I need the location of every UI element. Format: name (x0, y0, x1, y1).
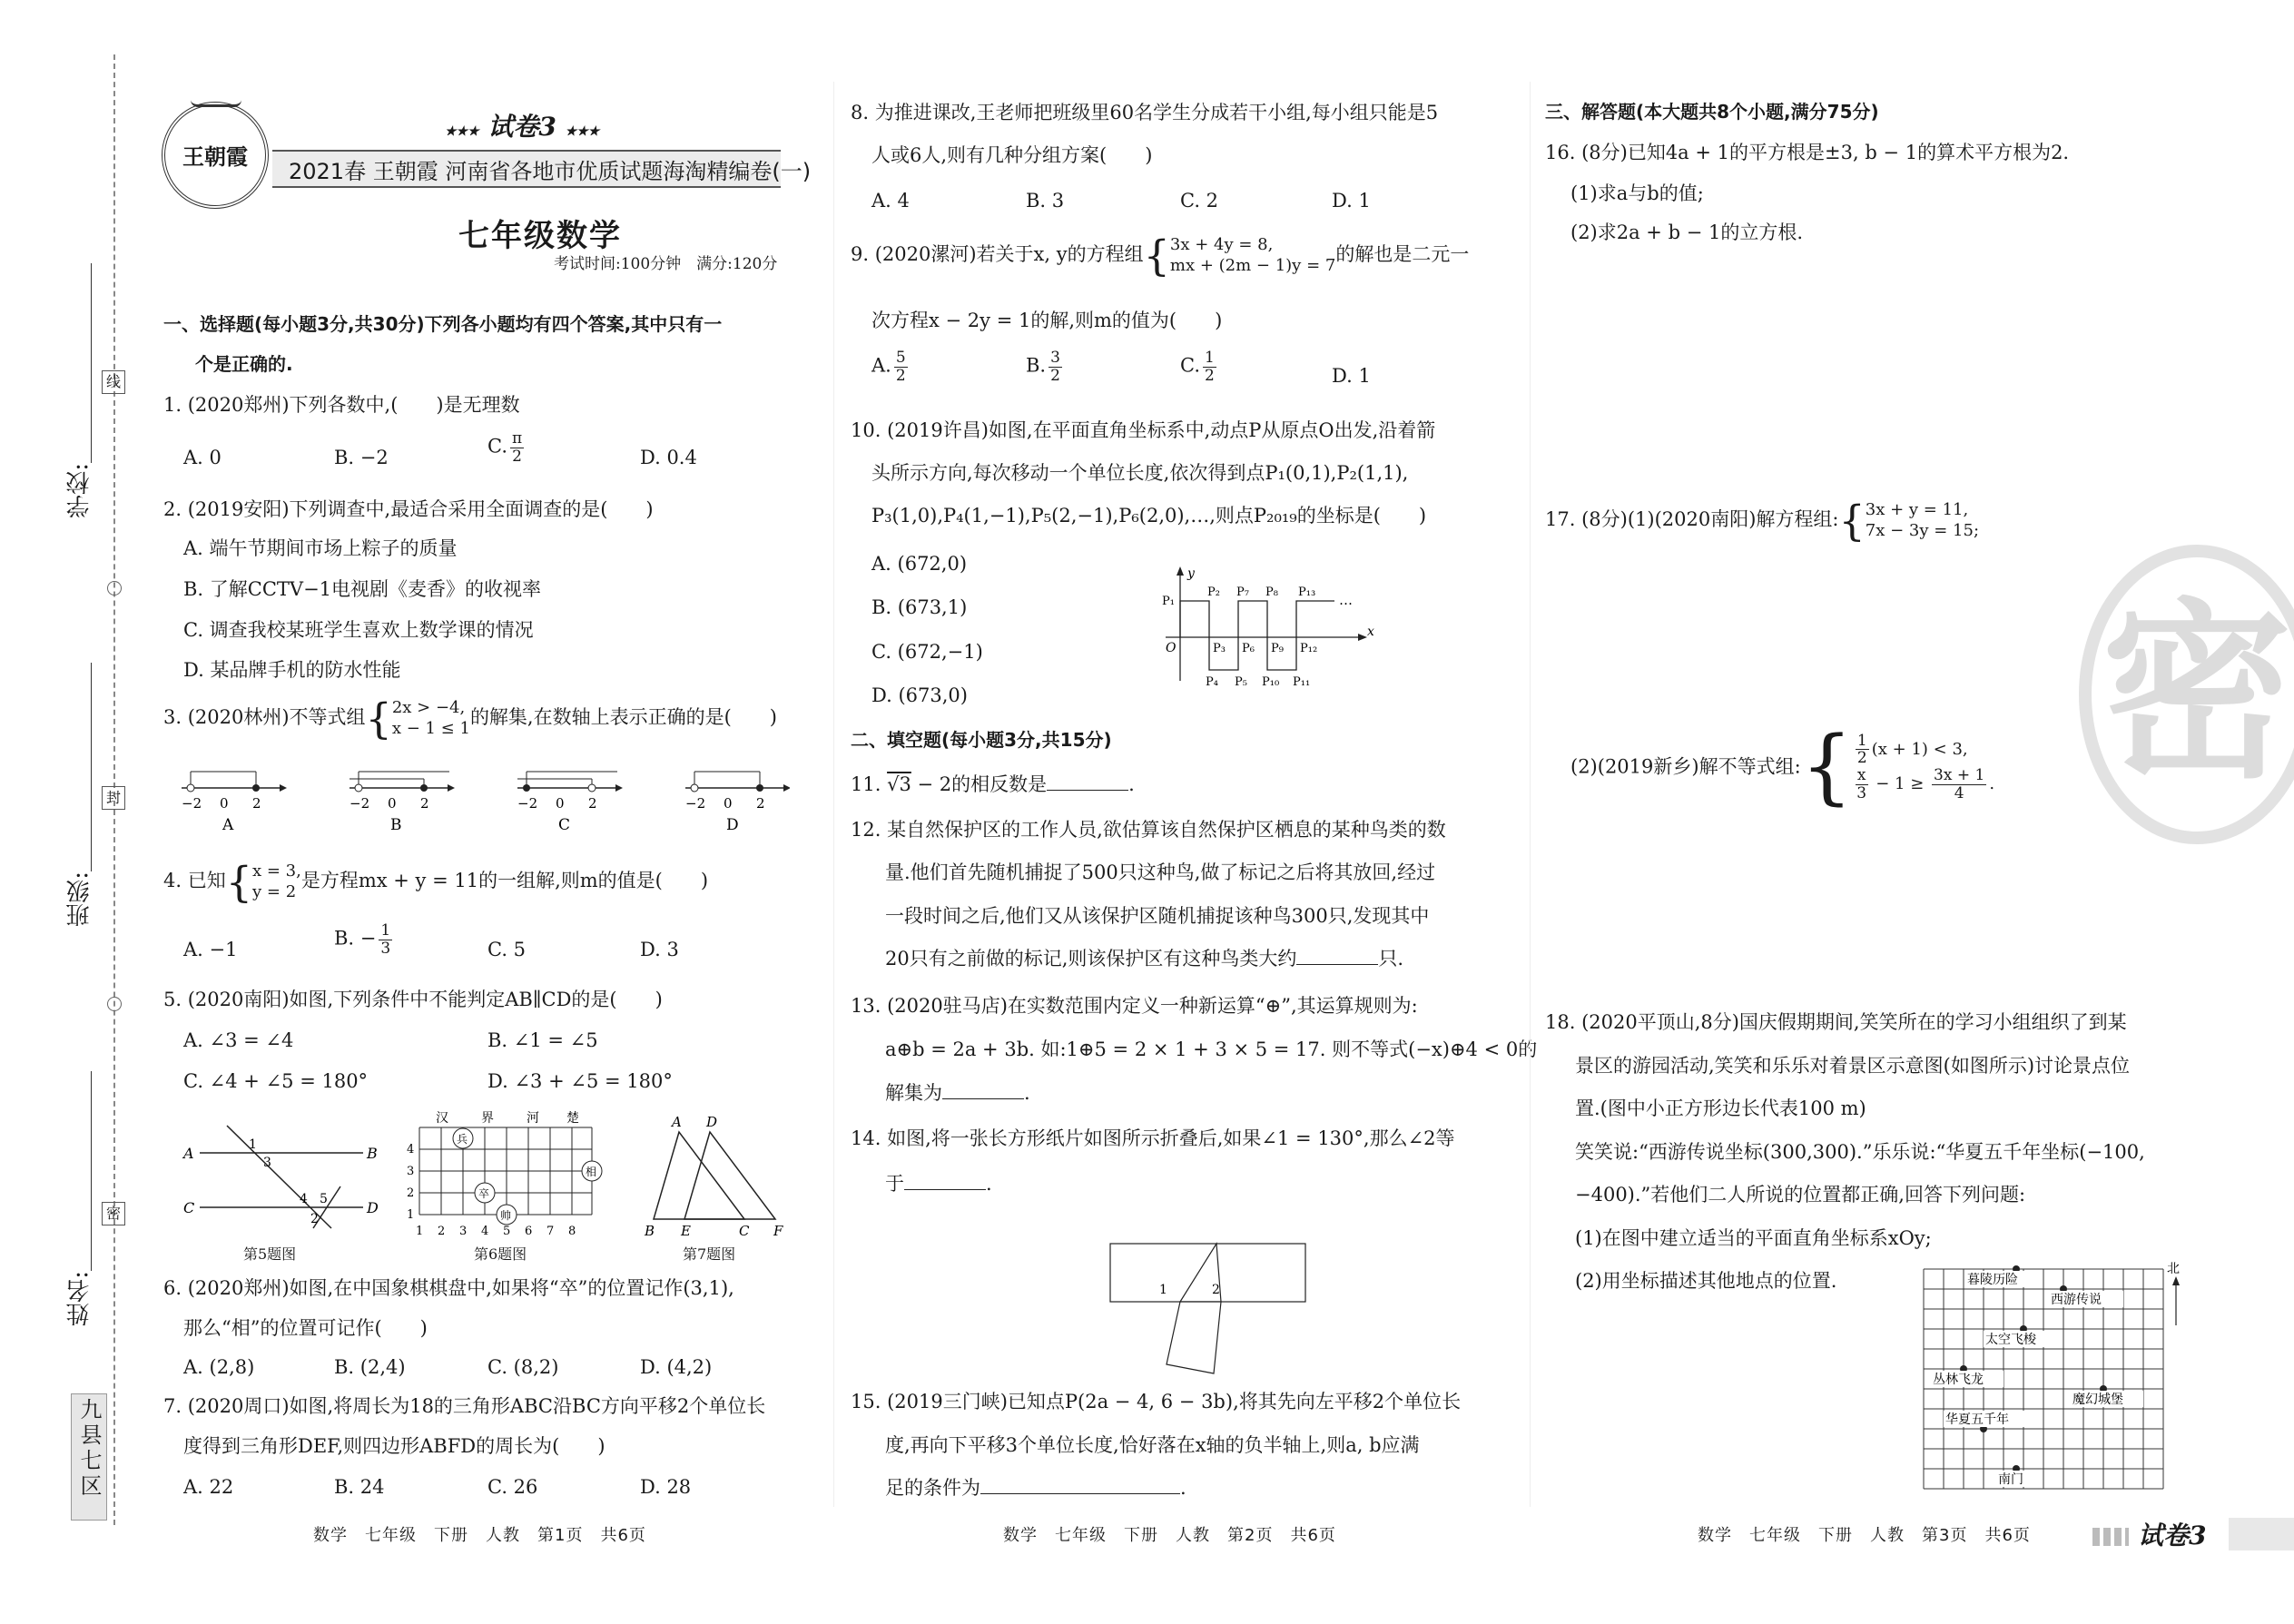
q13-line1: 13. (2020驻马店)在实数范围内定义一种新运算“⊕”,其运算规则为: (851, 995, 1418, 1017)
section1-title: 一、选择题(每小题3分,共30分)下列各小题均有四个答案,其中只有一 (163, 313, 723, 335)
q14-line1: 14. 如图,将一张长方形纸片如图所示折叠后,如果∠1 = 130°,那么∠2等 (851, 1127, 1455, 1149)
svg-text:2: 2 (407, 1186, 415, 1200)
svg-text:丛林飞龙: 丛林飞龙 (1933, 1373, 1984, 1387)
svg-text:相: 相 (586, 1166, 597, 1178)
figure-6-caption: 第6题图 (474, 1245, 527, 1263)
footer-page-3: 数学 七年级 下册 人教 第3页 共6页 (1698, 1526, 2031, 1545)
q14-line2: 于 . (885, 1173, 992, 1195)
footer-tag: 试卷3 (2138, 1521, 2207, 1550)
svg-text:0: 0 (220, 795, 229, 812)
svg-text:帅: 帅 (500, 1209, 512, 1222)
q3-line-d[interactable] (685, 772, 790, 833)
q7-line1: 7. (2020周口)如图,将周长为18的三角形ABC沿BC方向平移2个单位长 (163, 1395, 766, 1417)
svg-text:2: 2 (588, 795, 597, 812)
q9-option-c[interactable]: C. $\frac{1}{2}$ (1180, 349, 1215, 385)
region-box (71, 1393, 107, 1521)
q9-option-d[interactable]: D. 1 (1332, 365, 1371, 387)
north-arrow-icon (2172, 1276, 2180, 1285)
star-icon: ★★★ (565, 124, 600, 139)
svg-text:河: 河 (527, 1111, 539, 1126)
svg-text:兵: 兵 (457, 1133, 468, 1146)
q6-option-b[interactable]: B. (2,4) (334, 1356, 406, 1378)
q15-line1: 15. (2019三门峡)已知点P(2a − 4, 6 − 3b),将其先向左平移2个单位长 (851, 1391, 1462, 1412)
svg-text:界: 界 (481, 1111, 494, 1126)
section1-title-2: 个是正确的. (195, 353, 293, 375)
paper-number: ★★★ 试卷3 ★★★ (445, 112, 600, 142)
watermark-text: 密 (2101, 582, 2292, 804)
q3-line-c[interactable] (517, 772, 623, 833)
svg-text:太空飞梭: 太空飞梭 (1985, 1333, 2036, 1347)
q1-stem: 1. (2020郑州)下列各数中,( )是无理数 (163, 394, 520, 416)
q12-line1: 12. 某自然保护区的工作人员,欲估算该自然保护区栖息的某种鸟类的数 (851, 819, 1446, 841)
q18-line1: 18. (2020平顶山,8分)国庆假期期间,笑笑所在的学习小组组织了到某 (1545, 1011, 2127, 1033)
q10-option-d[interactable]: D. (673,0) (871, 684, 968, 706)
q10-line3: P₃(1,0),P₄(1,−1),P₅(2,−1),P₆(2,0),…,则点P₂₀₁₉的坐标是( ) (871, 505, 1427, 527)
svg-text:8: 8 (568, 1225, 576, 1238)
scenic-map (1920, 1262, 2183, 1498)
q12-answer-blank[interactable] (1296, 964, 1378, 965)
q9-option-a[interactable]: A. $\frac{5}{2}$ (871, 349, 906, 385)
svg-text:C: C (558, 816, 571, 833)
svg-text:P₁₁: P₁₁ (1293, 675, 1311, 689)
q17-part2: (2)(2019新乡)解不等式组:{ $\frac{1}{2}$ (x + 1) < 3, $\frac{x}{3}$ − 1 ≥ $\frac{3x + 1}{4}$ . (1570, 719, 1995, 814)
q13-answer-blank[interactable] (942, 1098, 1024, 1099)
figure-7-caption: 第7题图 (683, 1245, 736, 1263)
svg-text:3: 3 (407, 1165, 415, 1178)
q5-option-b[interactable]: B. ∠1 = ∠5 (487, 1029, 598, 1051)
watermark-seal (2079, 545, 2294, 844)
svg-text:B: B (645, 1223, 655, 1239)
q18-line4: 笑笑说:“西游传说坐标(300,300).”乐乐说:“华夏五千年坐标(−100, (1575, 1141, 2145, 1163)
q5-option-a[interactable]: A. ∠3 = ∠4 (183, 1029, 294, 1051)
svg-text:魔幻城堡: 魔幻城堡 (2072, 1393, 2123, 1407)
svg-text:暮陵历险: 暮陵历险 (1967, 1273, 2018, 1287)
svg-text:0: 0 (556, 795, 565, 812)
svg-text:5: 5 (320, 1192, 328, 1206)
svg-text:4: 4 (407, 1143, 415, 1156)
q9-line2: 次方程x − 2y = 1的解,则m的值为( ) (871, 310, 1223, 331)
q12-line2: 量.他们首先随机捕捉了500只这种鸟,做了标记之后将其放回,经过 (885, 861, 1436, 883)
svg-text:P₁₀: P₁₀ (1262, 675, 1280, 689)
brand-logo-text: 王朝霞 (182, 143, 248, 170)
q16-part2: (2)求2a + b − 1的立方根. (1570, 221, 1803, 243)
svg-text:P₁₂: P₁₂ (1300, 642, 1318, 655)
star-icon: ★★★ (445, 124, 479, 139)
q3-line-a[interactable] (182, 772, 287, 833)
svg-text:…: … (1339, 592, 1353, 608)
svg-text:D: D (367, 1199, 379, 1216)
svg-text:D: D (726, 816, 739, 833)
svg-text:0: 0 (724, 795, 733, 812)
svg-text:P₆: P₆ (1242, 642, 1255, 655)
footer-tag-decor (2092, 1528, 2129, 1546)
q4-option-a[interactable]: A. −1 (183, 939, 238, 960)
svg-text:P₄: P₄ (1206, 675, 1218, 689)
svg-text:卒: 卒 (478, 1187, 490, 1200)
svg-text:A: A (222, 816, 234, 833)
svg-text:5: 5 (503, 1225, 511, 1238)
svg-text:C: C (739, 1223, 750, 1239)
q8-option-b[interactable]: B. 3 (1026, 190, 1065, 212)
footer-tag-bar (2229, 1518, 2294, 1550)
svg-text:西游传说: 西游传说 (2051, 1293, 2102, 1307)
svg-text:P₂: P₂ (1207, 586, 1220, 599)
svg-text:华夏五千年: 华夏五千年 (1945, 1412, 2009, 1427)
svg-text:D: D (706, 1114, 718, 1130)
q18-part2: (2)用坐标描述其他地点的位置. (1575, 1270, 1837, 1292)
q1-option-c[interactable]: C. $\frac{\pi}{2}$ (487, 429, 523, 466)
svg-text:O: O (1166, 641, 1177, 655)
figure-5 (182, 1121, 381, 1248)
q9-line1: 9. (2020漯河)若关于x, y的方程组{3x + 4y = 8, mx + (2m − 1)y = 7的解也是二元一 (851, 231, 1470, 281)
column-divider-2 (1530, 82, 1531, 1507)
region-text: 九县七区 (76, 1398, 102, 1500)
side-feng: 封 (102, 786, 125, 810)
banner (272, 150, 812, 188)
q2-option-b[interactable]: B. 了解CCTV−1电视剧《麦香》的收视率 (183, 578, 542, 600)
q18-line2: 景区的游园活动,笑笑和乐乐对着景区示意图(如图所示)讨论景点位 (1575, 1055, 2131, 1077)
q4-option-c[interactable]: C. 5 (487, 939, 527, 960)
q5-option-c[interactable]: C. ∠4 + ∠5 = 180° (183, 1070, 369, 1092)
left-margin-strip (0, 0, 159, 1624)
q8-option-c[interactable]: C. 2 (1180, 190, 1219, 212)
svg-text:4: 4 (300, 1192, 308, 1206)
svg-text:P₁₃: P₁₃ (1298, 586, 1316, 599)
q11-answer-blank[interactable] (1047, 790, 1128, 791)
q8-line2: 人或6人,则有几种分组方案( ) (871, 144, 1153, 166)
section2-title: 二、填空题(每小题3分,共15分) (851, 729, 1112, 751)
q14-answer-blank[interactable] (904, 1189, 986, 1190)
svg-text:3: 3 (459, 1225, 468, 1238)
q8-option-a[interactable]: A. 4 (871, 190, 910, 212)
q8-option-d[interactable]: D. 1 (1332, 190, 1371, 212)
svg-text:2: 2 (310, 1212, 319, 1226)
svg-text:1: 1 (249, 1137, 257, 1152)
svg-text:C: C (183, 1199, 195, 1216)
q3-line-b[interactable] (350, 772, 455, 833)
q17-part1: 17. (8分)(1)(2020南阳)解方程组:{3x + y = 11, 7x − 3y = 15; (1545, 496, 1980, 546)
q12-line4: 20只有之前做的标记,则该保护区有这种鸟类大约 只. (885, 948, 1404, 969)
q15-answer-blank[interactable] (980, 1493, 1180, 1494)
svg-text:3: 3 (263, 1156, 271, 1170)
q8-line1: 8. 为推进课改,王老师把班级里60名学生分成若干小组,每小组只能是5 (851, 102, 1439, 123)
q7-line2: 度得到三角形DEF,则四边形ABFD的周长为( ) (183, 1435, 605, 1457)
q13-line3: 解集为 . (885, 1082, 1030, 1104)
q18-line5: −400).”若他们二人所说的位置都正确,回答下列问题: (1575, 1184, 2026, 1206)
svg-text:4: 4 (481, 1225, 489, 1238)
q4-option-b[interactable]: B. − $\frac{1}{3}$ (334, 921, 391, 958)
svg-text:P₁: P₁ (1162, 595, 1175, 608)
subject-title: 七年级数学 (458, 218, 622, 254)
q6-line2: 那么“相”的位置可记作( ) (183, 1317, 428, 1339)
q6-option-d[interactable]: D. (4,2) (640, 1356, 713, 1378)
q5-option-d[interactable]: D. ∠3 + ∠5 = 180° (487, 1070, 673, 1092)
column-divider-1 (833, 82, 834, 1507)
svg-text:7: 7 (546, 1225, 555, 1238)
svg-text:南门: 南门 (1998, 1472, 2023, 1487)
svg-text:y: y (1187, 566, 1195, 581)
class-field[interactable] (91, 663, 92, 871)
footer-page-1: 数学 七年级 下册 人教 第1页 共6页 (313, 1526, 646, 1545)
svg-text:F: F (773, 1223, 783, 1239)
exam-meta: 考试时间:100分钟 满分:120分 (554, 255, 778, 273)
name-label: 姓名: (66, 1271, 94, 1326)
q4-option-d[interactable]: D. 3 (640, 939, 679, 960)
q16-part1: (1)求a与b的值; (1570, 182, 1704, 204)
q10-option-b[interactable]: B. (673,1) (871, 596, 968, 618)
q7-option-d[interactable]: D. 28 (640, 1476, 692, 1498)
q13-line2: a⊕b = 2a + 3b. 如:1⊕5 = 2 × 1 + 3 × 5 = 17. 则不等式(−x)⊕4 < 0的 (885, 1038, 1538, 1060)
q16-line1: 16. (8分)已知4a + 1的平方根是±3, b − 1的算术平方根为2. (1545, 142, 2070, 163)
svg-text:−2: −2 (685, 795, 706, 812)
svg-text:1: 1 (416, 1225, 424, 1238)
q10-line1: 10. (2019许昌)如图,在平面直角坐标系中,动点P从原点O出发,沿着箭 (851, 419, 1436, 441)
q9-option-b[interactable]: B. $\frac{3}{2}$ (1026, 349, 1060, 385)
q3-number-lines (172, 761, 790, 833)
svg-text:P₉: P₉ (1271, 642, 1284, 655)
q1-option-b[interactable]: B. −2 (334, 447, 389, 468)
svg-text:P₅: P₅ (1235, 675, 1247, 689)
q18-line3: 置.(图中小正方形边长代表100 m) (1575, 1097, 1866, 1119)
q2-option-a[interactable]: A. 端午节期间市场上粽子的质量 (183, 537, 458, 559)
svg-text:−2: −2 (517, 795, 538, 812)
q6-option-c[interactable]: C. (8,2) (487, 1356, 559, 1378)
svg-text:−2: −2 (350, 795, 370, 812)
q1-option-d[interactable]: D. 0.4 (640, 447, 697, 468)
svg-text:P₇: P₇ (1236, 586, 1249, 599)
svg-text:2: 2 (1212, 1283, 1220, 1297)
q3-stem: 3. (2020林州)不等式组{2x > −4, x − 1 ≤ 1的解集,在数轴上表示正确的是( ) (163, 694, 777, 743)
figure-5-caption: 第5题图 (243, 1245, 297, 1263)
q2-option-d[interactable]: D. 某品牌手机的防水性能 (183, 659, 401, 681)
q7-option-c[interactable]: C. 26 (487, 1476, 538, 1498)
svg-text:2: 2 (438, 1225, 446, 1238)
q6-line1: 6. (2020郑州)如图,在中国象棋棋盘中,如果将“卒”的位置记作(3,1), (163, 1277, 734, 1299)
q11: 11. √3 − 2的相反数是 . (851, 773, 1135, 795)
svg-text:1: 1 (407, 1208, 415, 1222)
map-spots (1931, 1265, 2143, 1487)
footer-page-2: 数学 七年级 下册 人教 第2页 共6页 (1003, 1526, 1336, 1545)
svg-text:1: 1 (1159, 1283, 1167, 1297)
q18-part1: (1)在图中建立适当的平面直角坐标系xOy; (1575, 1227, 1932, 1249)
logo-crown-icon (191, 91, 241, 107)
svg-text:B: B (390, 816, 402, 833)
svg-text:2: 2 (420, 795, 429, 812)
svg-text:6: 6 (525, 1225, 533, 1238)
side-circle-2 (107, 997, 122, 1011)
q7-option-a[interactable]: A. 22 (183, 1476, 234, 1498)
side-xian: 线 (102, 370, 125, 394)
banner-text: 2021春 王朝霞 河南省各地市优质试题海淘精编卷(一) (289, 159, 812, 184)
svg-text:P₈: P₈ (1265, 586, 1278, 599)
svg-text:2: 2 (252, 795, 261, 812)
q1-option-a[interactable]: A. 0 (183, 447, 222, 468)
q15-line3: 足的条件为 . (885, 1477, 1186, 1499)
q6-option-a[interactable]: A. (2,8) (183, 1356, 255, 1378)
q10-option-c[interactable]: C. (672,−1) (871, 641, 983, 663)
q10-option-a[interactable]: A. (672,0) (871, 553, 968, 575)
svg-text:2: 2 (756, 795, 765, 812)
figure-14 (1103, 1239, 1321, 1375)
school-field[interactable] (91, 263, 92, 463)
svg-text:E: E (681, 1223, 691, 1239)
svg-text:A: A (183, 1145, 194, 1162)
side-mi: 密 (102, 1202, 125, 1225)
svg-text:x: x (1367, 625, 1374, 639)
svg-text:A: A (672, 1114, 682, 1130)
svg-text:0: 0 (388, 795, 397, 812)
q4-stem: 4. 已知{x = 3, y = 2是方程mx + y = 11的一组解,则m的值是( ) (163, 857, 709, 907)
figure-10 (1153, 563, 1380, 690)
svg-text:−2: −2 (182, 795, 202, 812)
q15-line2: 度,再向下平移3个单位长度,恰好落在x轴的负半轴上,则a, b应满 (885, 1434, 1420, 1456)
class-label: 班级: (66, 871, 94, 927)
north-label: 北 (2167, 1262, 2180, 1276)
svg-text:B: B (367, 1145, 378, 1162)
svg-text:汉: 汉 (436, 1111, 448, 1126)
brand-logo (162, 102, 269, 209)
school-label: 学校: (66, 463, 94, 518)
q10-line2: 头所示方向,每次移动一个单位长度,依次得到点P₁(0,1),P₂(1,1), (871, 462, 1409, 484)
q12-line3: 一段时间之后,他们又从该保护区随机捕捉该种鸟300只,发现其中 (885, 905, 1430, 927)
q5-stem: 5. (2020南阳)如图,下列条件中不能判定AB∥CD的是( ) (163, 989, 663, 1010)
figure-7 (635, 1112, 794, 1239)
q2-option-c[interactable]: C. 调查我校某班学生喜欢上数学课的情况 (183, 619, 534, 641)
figure-6 (399, 1107, 617, 1244)
section3-title: 三、解答题(本大题共8个小题,满分75分) (1545, 101, 1879, 123)
q7-option-b[interactable]: B. 24 (334, 1476, 385, 1498)
svg-text:P₃: P₃ (1213, 642, 1226, 655)
q2-stem: 2. (2019安阳)下列调查中,最适合采用全面调查的是( ) (163, 498, 654, 520)
side-circle-1 (107, 581, 122, 595)
name-field[interactable] (91, 1071, 92, 1271)
svg-text:楚: 楚 (566, 1111, 579, 1126)
